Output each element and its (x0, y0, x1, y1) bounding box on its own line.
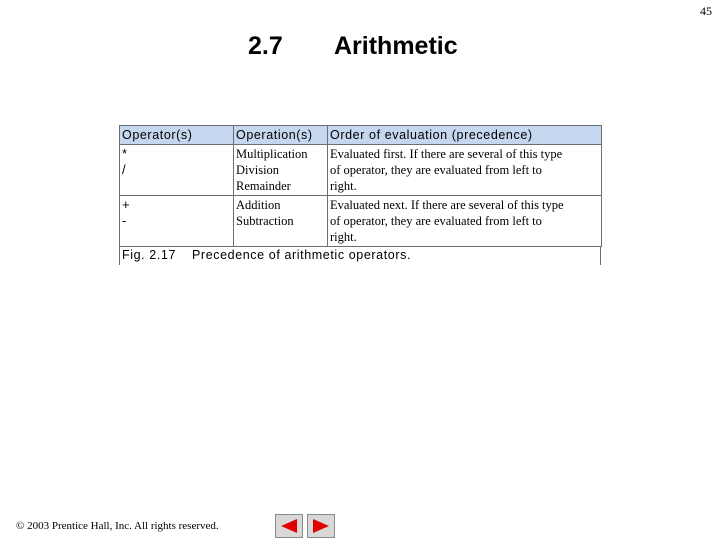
header-order: Order of evaluation (precedence) (328, 126, 602, 145)
operations-cell (234, 196, 328, 247)
previous-slide-button[interactable] (275, 514, 303, 538)
page-number: 45 (700, 4, 712, 18)
table-header-row (120, 126, 602, 145)
operation-name: Addition (236, 198, 281, 212)
figure-caption (119, 247, 601, 265)
left-arrow-icon (279, 518, 299, 534)
copyright-notice: © 2003 Prentice Hall, Inc. All rights reserved. (16, 520, 219, 532)
operation-name: Subtraction (236, 214, 294, 228)
order-cell (328, 145, 602, 196)
operation-name: Remainder (236, 179, 291, 193)
table-row (120, 196, 602, 247)
operators-cell (120, 145, 234, 196)
section-number: 2.7 (248, 32, 283, 60)
operators-cell (120, 196, 234, 247)
operator-symbol: / (122, 162, 126, 177)
order-cell (328, 196, 602, 247)
order-text-line: Evaluated first. If there are several of this type (330, 147, 563, 161)
figure-caption-text: Precedence of arithmetic operators. (192, 248, 412, 262)
section-title: Arithmetic (334, 32, 458, 60)
order-text-line: Evaluated next. If there are several of this type (330, 198, 564, 212)
slide-navigation (275, 514, 335, 538)
order-text-line: right. (330, 230, 357, 244)
operator-symbol: * (122, 146, 128, 161)
next-slide-button[interactable] (307, 514, 335, 538)
precedence-table (119, 125, 602, 247)
figure-label: Fig. 2.17 (122, 248, 177, 262)
order-text-line: of operator, they are evaluated from left to (330, 214, 542, 228)
header-operators: Operator(s) (120, 126, 234, 145)
operator-symbol: - (122, 213, 127, 228)
operations-cell (234, 145, 328, 196)
right-arrow-icon (311, 518, 331, 534)
header-operations: Operation(s) (234, 126, 328, 145)
slide-title (248, 32, 458, 61)
operation-name: Multiplication (236, 147, 308, 161)
operation-name: Division (236, 163, 280, 177)
order-text-line: of operator, they are evaluated from left to (330, 163, 542, 177)
operator-table-container (119, 125, 601, 265)
operator-symbol: + (122, 197, 130, 212)
order-text-line: right. (330, 179, 357, 193)
table-row (120, 145, 602, 196)
